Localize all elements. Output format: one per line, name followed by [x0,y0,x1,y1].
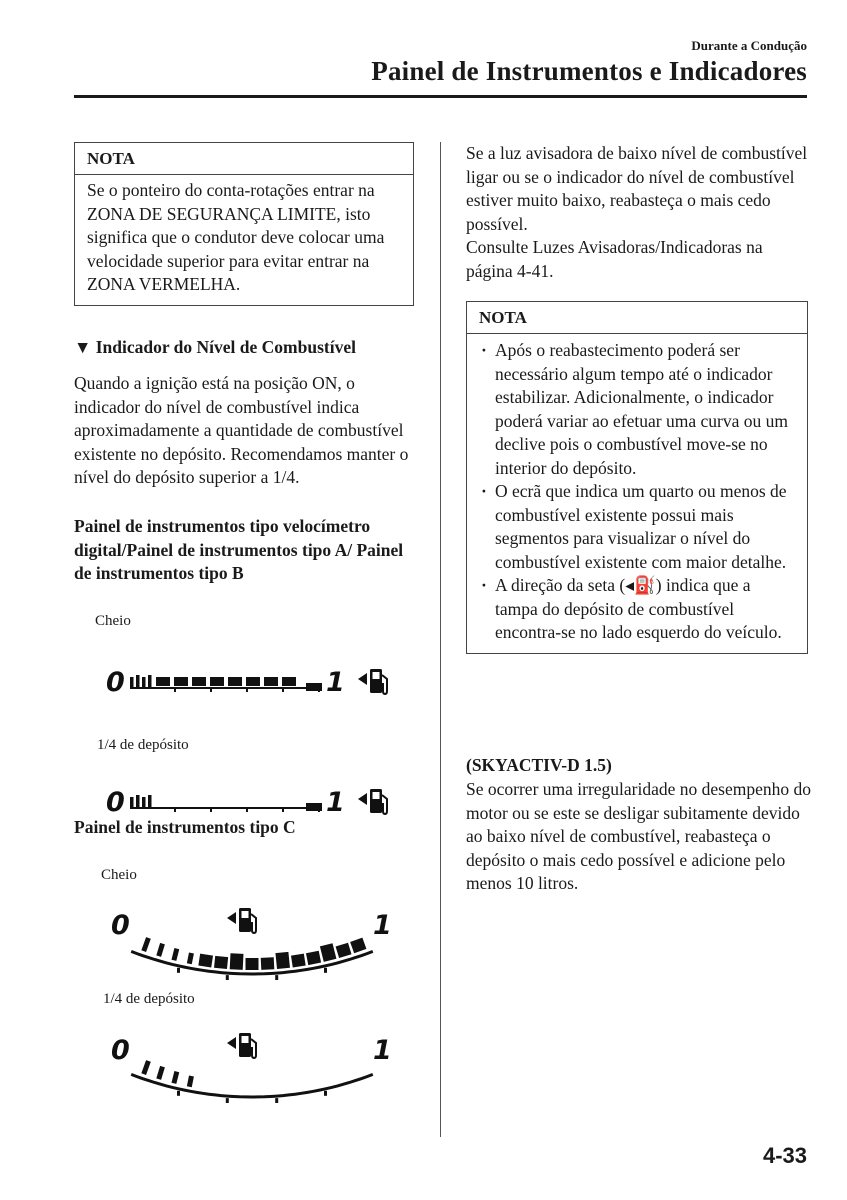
fuel-pump-icon [227,908,256,933]
gauge-min-label: 0 [111,910,130,941]
gauge-segment [156,677,170,686]
title-rule [74,95,807,98]
note-heading: NOTA [467,302,807,334]
note-heading: NOTA [75,143,413,175]
gauge-fine-segment [148,795,152,807]
gauge-label-quarter: 1/4 de depósito [103,991,195,1007]
gauge-segment [171,948,179,961]
gauge-segment [141,937,150,952]
gauge-min-label: 0 [106,787,125,818]
gauge-baseline [130,687,320,689]
gauge-tick [226,975,229,980]
column-divider [440,142,441,1137]
gauge-segment [350,938,366,954]
gauge-segment [141,1060,150,1075]
arc-gauge-full [105,900,405,980]
gauge-max-label: 1 [326,787,345,818]
linear-gauge-full [100,655,410,705]
fuel-gauge-intro: Quando a ignição está na posição ON, o indicador do nível de combustível indica aproximadamente a quantidade de combustível existente no depósito. Recomendamos manter o nível do depósito superior a 1/4. [74,373,409,487]
gauge-max-label: 1 [373,910,392,941]
page-number: 4-33 [762,1143,807,1168]
low-fuel-text: Se a luz avisadora de baixo nível de combustível ligar ou se o indicador do nível de combustível estiver muito baixo, reabasteça o mais cedo possível. [466,143,808,234]
gauge-tick [177,1091,180,1096]
gauge-segment [171,1071,179,1084]
arc-gauge-quarter [105,1023,405,1103]
gauge-fine-segment [136,675,140,687]
gauge-max-label: 1 [326,667,345,698]
gauge-segment [282,677,296,686]
gauge-label-full: Cheio [101,867,137,883]
gauge-segments [130,675,296,687]
fuel-pump-icon [227,1033,256,1058]
fuel-gauge-heading: ▼ Indicador do Nível de Combustível [74,337,356,357]
gauge-ticks [130,803,322,812]
note-bullets [467,334,807,653]
gauge-segment [210,677,224,686]
fuel-pump-icon [358,789,387,814]
page-title: Painel de Instrumentos e Indicadores [371,56,807,86]
gauge-fine-segment [130,677,134,687]
gauge-fine-segment [142,797,146,807]
gauge-segment [156,943,165,957]
section-label: Durante a Condução [691,38,807,53]
gauge-segment [336,943,352,958]
note-text: Se o ponteiro do conta-rotações entrar na ZONA DE SEGURANÇA LIMITE, isto significa que o condutor deve colocar uma velocidade superior para evitar entrar na ZONA VERMELHA. [87,180,385,294]
gauge-segment [156,1066,165,1080]
fuel-pump-icon [358,669,387,694]
gauge-segment [228,677,242,686]
gauge-segment [198,954,213,968]
gauge-segment [261,957,275,970]
gauge-segment [214,956,228,969]
panel-ab-heading: Painel de instrumentos tipo velocímetro digital/Painel de instrumentos tipo A/ Painel de instrumentos tipo B [74,516,404,583]
gauge-tick [177,968,180,973]
gauge-segment [192,677,206,686]
gauge-fine-segment [142,677,146,687]
gauge-arc [131,1074,373,1097]
gauge-segments [131,1060,373,1103]
gauge-segment [187,1076,194,1088]
gauge-max-label: 1 [373,1035,392,1066]
low-fuel-paragraph [466,142,811,283]
gauge-min-label: 0 [106,667,125,698]
gauge-tick [324,1091,327,1096]
gauge-segment [306,951,321,965]
gauge-fine-segment [136,795,140,807]
gauge-tick [275,975,278,980]
gauge-segment [246,677,260,686]
skyactiv-text: Se ocorrer uma irregularidade no desempenho do motor ou se este se desligar subitamente devido ao baixo nível de combustível, reabasteça o depósito o mais cedo possível e adicione pelo menos 10 litros. [466,779,812,893]
gauge-fine-segment [130,797,134,807]
skyactiv-heading: (SKYACTIV-D 1.5) [466,755,612,775]
gauge-segments [131,937,373,980]
gauge-segment [174,677,188,686]
gauge-fine-segment [148,675,152,687]
gauge-tick [226,1098,229,1103]
gauge-segment [230,953,244,970]
gauge-segment [264,677,278,686]
gauge-segments [130,795,152,807]
gauge-label-full: Cheio [95,613,131,629]
gauge-segment [291,954,306,968]
gauge-baseline [130,807,320,809]
gauge-tick [324,968,327,973]
panel-c-heading: Painel de instrumentos tipo C [74,817,296,837]
note-bullet: · O ecrã que indica um quarto ou menos de combustível existente possui mais segmentos para visualizar o nível do combustível existente com maior detalhe. [481,480,795,574]
gauge-tick [275,1098,278,1103]
note-box-tachometer [74,142,414,306]
gauge-segment [246,958,259,970]
warning-lights-reference: Consulte Luzes Avisadoras/Indicadoras na página 4-41. [466,237,763,281]
gauge-min-label: 0 [111,1035,130,1066]
note-box-fuel [466,301,808,654]
gauge-segment [275,952,290,969]
gauge-segment [320,943,337,962]
note-bullet: · A direção da seta (◂⛽) indica que a tampa do depósito de combustível encontra-se no lado esquerdo do veículo. [481,574,795,645]
gauge-segment [187,953,194,965]
note-bullet: · Após o reabastecimento poderá ser necessário algum tempo até o indicador estabilizar. Adicionalmente, o indicador poderá variar ao efetuar uma curva ou um declive pois o combustível move-se no interior do depósito. [481,339,795,480]
gauge-label-quarter: 1/4 de depósito [97,737,189,753]
